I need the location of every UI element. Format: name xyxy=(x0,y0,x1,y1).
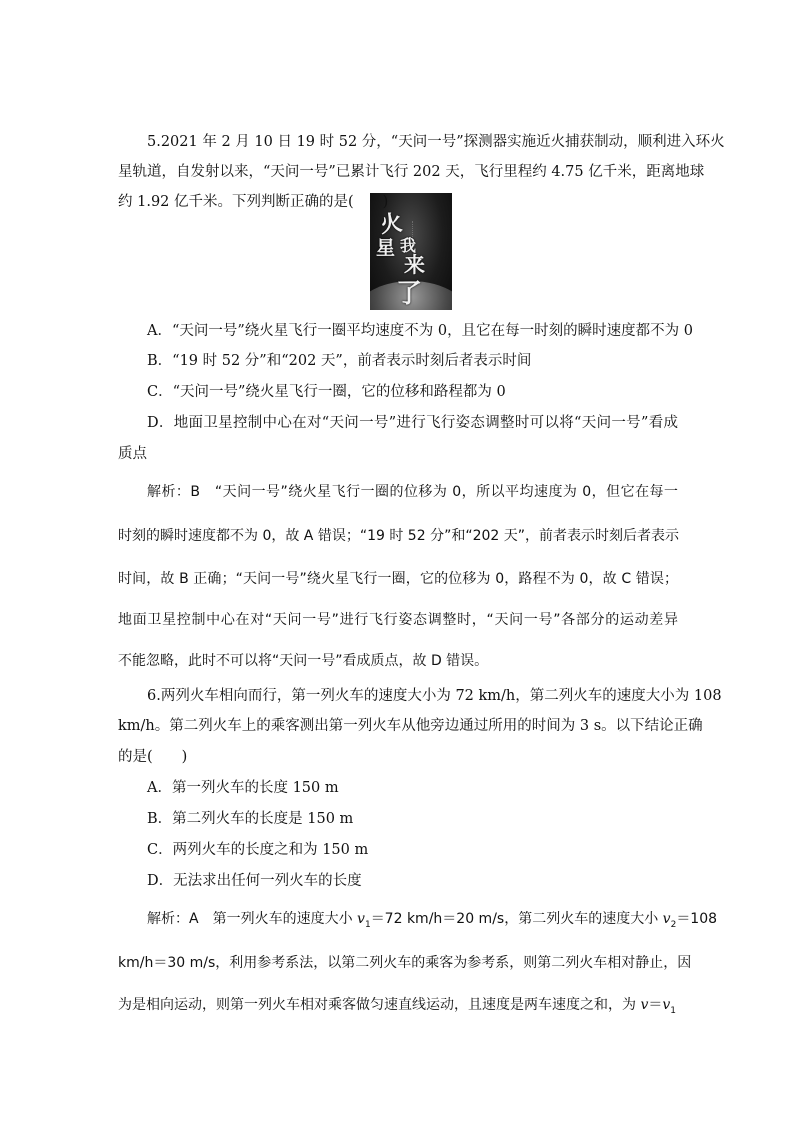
q5-option-a: A．“天问一号”绕火星飞行一圈平均速度不为 0，且它在每一时刻的瞬时速度都不为 0 xyxy=(147,323,693,339)
q6-analysis-line-2: km/h＝30 m/s，利用参考系法，以第二列火车的乘客为参考系，则第二列火车相对静止，因 xyxy=(118,955,692,971)
q5-stem-line-2: 星轨道，自发射以来，“天问一号”已累计飞行 202 天，飞行里程约 4.75 亿千米，距离地球 xyxy=(118,164,705,180)
subscript-2: 2 xyxy=(670,919,677,930)
q6-stem-line-2: km/h。第二列火车上的乘客测出第一列火车从他旁边通过所用的时间为 3 s。以下结论正确 xyxy=(118,718,703,734)
q6-analysis-1-text-c: ＝108 xyxy=(676,911,718,927)
q6-option-d: D．无法求出任何一列火车的长度 xyxy=(147,873,362,889)
poster-char-2: 星 xyxy=(376,237,396,259)
q5-analysis-line-4: 地面卫星控制中心在对“天问一号”进行飞行姿态调整时，“天问一号”各部分的运动差异 xyxy=(118,612,678,628)
q6-analysis-1-text-a: 解析：A 第一列火车的速度大小 xyxy=(147,911,358,927)
poster-char-5: 了 xyxy=(396,279,423,309)
q5-option-b: B．“19 时 52 分”和“202 天”，前者表示时刻后者表示时间 xyxy=(147,353,532,369)
q5-analysis-line-2: 时刻的瞬时速度都不为 0，故 A 错误；“19 时 52 分”和“202 天”，前者表示时刻后者表示 xyxy=(118,528,679,544)
q5-option-d-line-1: D．地面卫星控制中心在对“天问一号”进行飞行姿态调整时可以将“天问一号”看成 xyxy=(147,415,678,431)
q6-stem-line-1: 6.两列火车相向而行，第一列火车的速度大小为 72 km/h，第二列火车的速度大小为 108 xyxy=(147,688,722,704)
q6-analysis-line-1 xyxy=(147,909,718,935)
var-v: v xyxy=(662,997,671,1013)
q5-analysis-line-3: 时间，故 B 正确；“天问一号”绕火星飞行一圈，它的位移为 0，路程不为 0，故 C 错误； xyxy=(118,571,678,587)
equals-sign: ＝ xyxy=(648,997,663,1013)
q6-analysis-3-text: 为是相向运动，则第一列火车相对乘客做匀速直线运动，且速度是两车速度之和，为 xyxy=(118,997,641,1013)
q6-analysis-1-text-b: ＝72 km/h＝20 m/s，第二列火车的速度大小 xyxy=(370,911,663,927)
q6-option-c: C．两列火车的长度之和为 150 m xyxy=(147,842,369,858)
q5-analysis-line-1: 解析：B “天问一号”绕火星飞行一圈的位移为 0，所以平均速度为 0，但它在每一 xyxy=(147,484,678,500)
q6-option-a: A．第一列火车的长度 150 m xyxy=(147,780,339,796)
q6-option-b: B．第二列火车的长度是 150 m xyxy=(147,811,354,827)
poster-char-4: 来 xyxy=(404,252,425,277)
poster-char-1: 火 xyxy=(378,209,404,239)
q6-analysis-line-3 xyxy=(118,995,678,1021)
q5-option-c: C．“天问一号”绕火星飞行一圈，它的位移和路程都为 0 xyxy=(147,384,506,400)
q5-analysis-line-5: 不能忽略，此时不可以将“天问一号”看成质点，故 D 错误。 xyxy=(118,653,489,669)
q5-option-d-line-2: 质点 xyxy=(118,446,147,462)
var-v: v xyxy=(662,911,671,927)
subscript-1: 1 xyxy=(670,1005,677,1016)
q5-stem-line-1: 5.2021 年 2 月 10 日 19 时 52 分，“天问一号”探测器实施近火捕获制动，顺利进入环火 xyxy=(147,134,725,150)
q5-stem-line-3: 约 1.92 亿千米。下列判断正确的是( ) xyxy=(118,194,389,210)
poster-char-3: 我 xyxy=(400,236,417,255)
q6-stem-line-3: 的是( ) xyxy=(118,749,188,765)
var-v: v xyxy=(357,911,365,927)
var-v: v xyxy=(640,997,649,1013)
subscript-1: 1 xyxy=(364,919,371,930)
